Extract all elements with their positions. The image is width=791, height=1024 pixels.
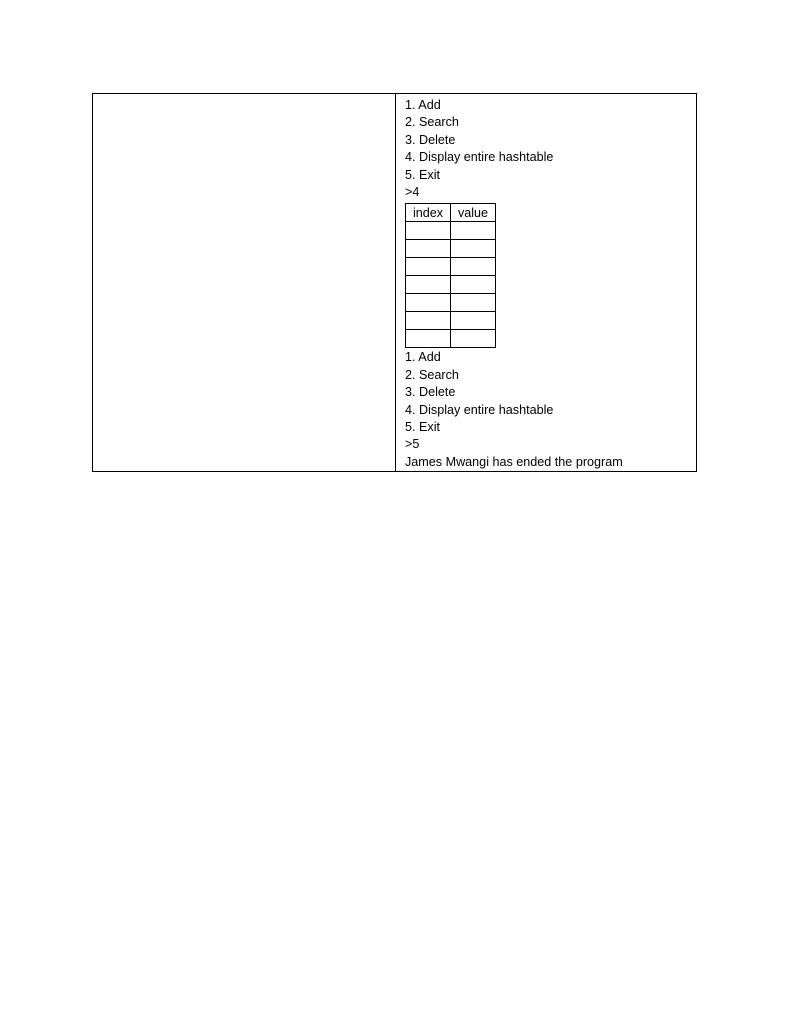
hashtable-display <box>405 203 496 348</box>
menu-item-display: 4. Display entire hashtable <box>405 402 554 417</box>
value-cell <box>451 276 496 294</box>
menu-item-delete: 3. Delete <box>405 132 456 147</box>
value-cell <box>451 312 496 330</box>
menu-item-delete: 3. Delete <box>405 385 456 400</box>
value-cell <box>451 258 496 276</box>
index-cell <box>406 276 451 294</box>
menu-item-add: 1. Add <box>405 98 441 112</box>
document-table <box>92 93 697 472</box>
user-input: >4 <box>405 184 420 199</box>
table-row <box>406 222 496 240</box>
end-message: James Mwangi has ended the program <box>405 454 623 469</box>
column-header-index: index <box>406 204 451 222</box>
hashtable-header-row <box>406 204 496 222</box>
table-row <box>406 258 496 276</box>
index-cell <box>406 222 451 240</box>
user-input: >5 <box>405 437 420 452</box>
menu-item-search: 2. Search <box>405 115 459 130</box>
left-empty-cell <box>93 94 396 471</box>
index-cell <box>406 294 451 312</box>
value-cell <box>451 294 496 312</box>
value-cell <box>451 240 496 258</box>
table-row <box>406 294 496 312</box>
index-cell <box>406 258 451 276</box>
index-cell <box>406 330 451 348</box>
column-header-value: value <box>451 204 496 222</box>
table-row <box>406 312 496 330</box>
menu-item-exit: 5. Exit <box>405 167 440 182</box>
menu-item-display: 4. Display entire hashtable <box>405 150 554 165</box>
index-cell <box>406 240 451 258</box>
table-row <box>406 276 496 294</box>
console-output-cell <box>396 94 696 471</box>
menu-item-add: 1. Add <box>405 350 441 365</box>
value-cell <box>451 222 496 240</box>
table-row <box>406 330 496 348</box>
index-cell <box>406 312 451 330</box>
menu-item-exit: 5. Exit <box>405 419 440 434</box>
table-row <box>406 240 496 258</box>
menu-item-search: 2. Search <box>405 367 459 382</box>
value-cell <box>451 330 496 348</box>
